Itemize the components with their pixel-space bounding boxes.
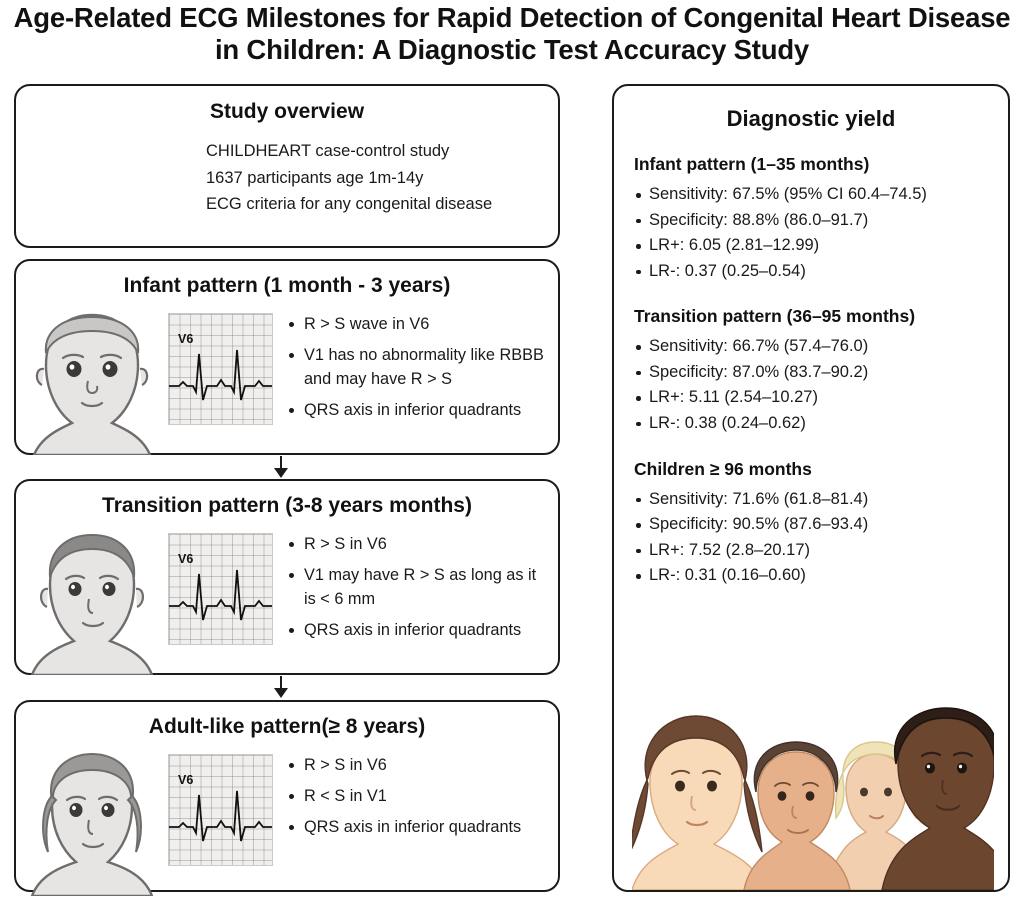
yield-group-heading: Transition pattern (36–95 months) <box>634 306 916 327</box>
transition-pattern-body <box>16 527 558 673</box>
overview-line: 1637 participants age 1m-14y <box>206 168 424 187</box>
infant-pattern-title: Infant pattern (1 month - 3 years) <box>123 274 451 297</box>
yield-item: LR+: 5.11 (2.54–10.27) <box>634 385 992 411</box>
infant-pattern-bullets <box>287 313 558 430</box>
ecg-lead-label: V6 <box>178 773 194 787</box>
yield-item: Sensitivity: 71.6% (61.8–81.4) <box>634 487 992 513</box>
group-of-children-illustration <box>632 692 994 890</box>
transition-pattern-title: Transition pattern (3-8 years months) <box>102 494 472 517</box>
yield-item: Specificity: 90.5% (87.6–93.4) <box>634 512 992 538</box>
bullet-item: QRS axis in inferior quadrants <box>287 619 548 643</box>
bullet-item: QRS axis in inferior quadrants <box>287 816 548 840</box>
bullet-item: QRS axis in inferior quadrants <box>287 399 548 423</box>
adult-pattern-bullets <box>287 754 558 847</box>
infant-pattern-body <box>16 307 558 453</box>
ecg-lead-label: V6 <box>178 332 194 346</box>
ecg-lead-label: V6 <box>178 552 194 566</box>
flow-arrow-infant-to-transition <box>280 456 282 469</box>
infant-ecg-strip <box>168 313 273 433</box>
yield-item: Specificity: 88.8% (86.0–91.7) <box>634 208 992 234</box>
yield-group-transition <box>634 306 992 436</box>
yield-item: LR+: 7.52 (2.8–20.17) <box>634 538 992 564</box>
study-overview-card <box>14 84 560 248</box>
yield-item: LR+: 6.05 (2.81–12.99) <box>634 233 992 259</box>
diagnostic-yield-title: Diagnostic yield <box>726 106 896 131</box>
bullet-item: R > S in V6 <box>287 533 548 557</box>
yield-group-children <box>634 459 992 589</box>
bullet-item: R < S in V1 <box>287 785 548 809</box>
bullet-item: R > S wave in V6 <box>287 313 548 337</box>
transition-pattern-card <box>14 479 560 675</box>
ecg-grid <box>168 533 273 645</box>
yield-item: LR-: 0.31 (0.16–0.60) <box>634 563 992 589</box>
yield-item: LR-: 0.37 (0.25–0.54) <box>634 259 992 285</box>
yield-group-heading: Children ≥ 96 months <box>634 458 812 479</box>
yield-item: LR-: 0.38 (0.24–0.62) <box>634 411 992 437</box>
bullet-item: R > S in V6 <box>287 754 548 778</box>
bullet-item: V1 may have R > S as long as it is < 6 mm <box>287 564 548 612</box>
page-title: Age-Related ECG Milestones for Rapid Detection of Congenital Heart Disease in Children: A Diagnostic Test Accuracy Study <box>13 2 1011 65</box>
ecg-grid <box>168 313 273 425</box>
overview-line: ECG criteria for any congenital disease <box>206 195 493 214</box>
transition-ecg-strip <box>168 533 273 653</box>
diagnostic-yield-card <box>612 84 1010 892</box>
flow-arrow-transition-to-adult <box>280 676 282 689</box>
adult-pattern-body <box>16 748 558 890</box>
infant-pattern-card <box>14 259 560 455</box>
infant-face-illustration <box>16 307 168 455</box>
teen-face-illustration <box>16 748 168 896</box>
ecg-grid <box>168 754 273 866</box>
transition-pattern-bullets <box>287 533 558 650</box>
adult-ecg-strip <box>168 754 273 874</box>
study-overview-title: Study overview <box>209 100 365 123</box>
child-face-illustration <box>16 527 168 675</box>
yield-group-heading: Infant pattern (1–35 months) <box>634 154 870 174</box>
yield-item: Sensitivity: 66.7% (57.4–76.0) <box>634 334 992 360</box>
yield-item: Specificity: 87.0% (83.7–90.2) <box>634 360 992 386</box>
yield-group-infant <box>634 154 992 284</box>
yield-item: Sensitivity: 67.5% (95% CI 60.4–74.5) <box>634 182 992 208</box>
diagnostic-yield-body <box>614 154 1008 589</box>
overview-line: CHILDHEART case-control study <box>206 142 450 160</box>
study-overview-lines <box>16 138 558 218</box>
adult-pattern-card <box>14 700 560 892</box>
adult-pattern-title: Adult-like pattern(≥ 8 years) <box>148 715 426 738</box>
bullet-item: V1 has no abnormality like RBBB and may have R > S <box>287 344 548 392</box>
